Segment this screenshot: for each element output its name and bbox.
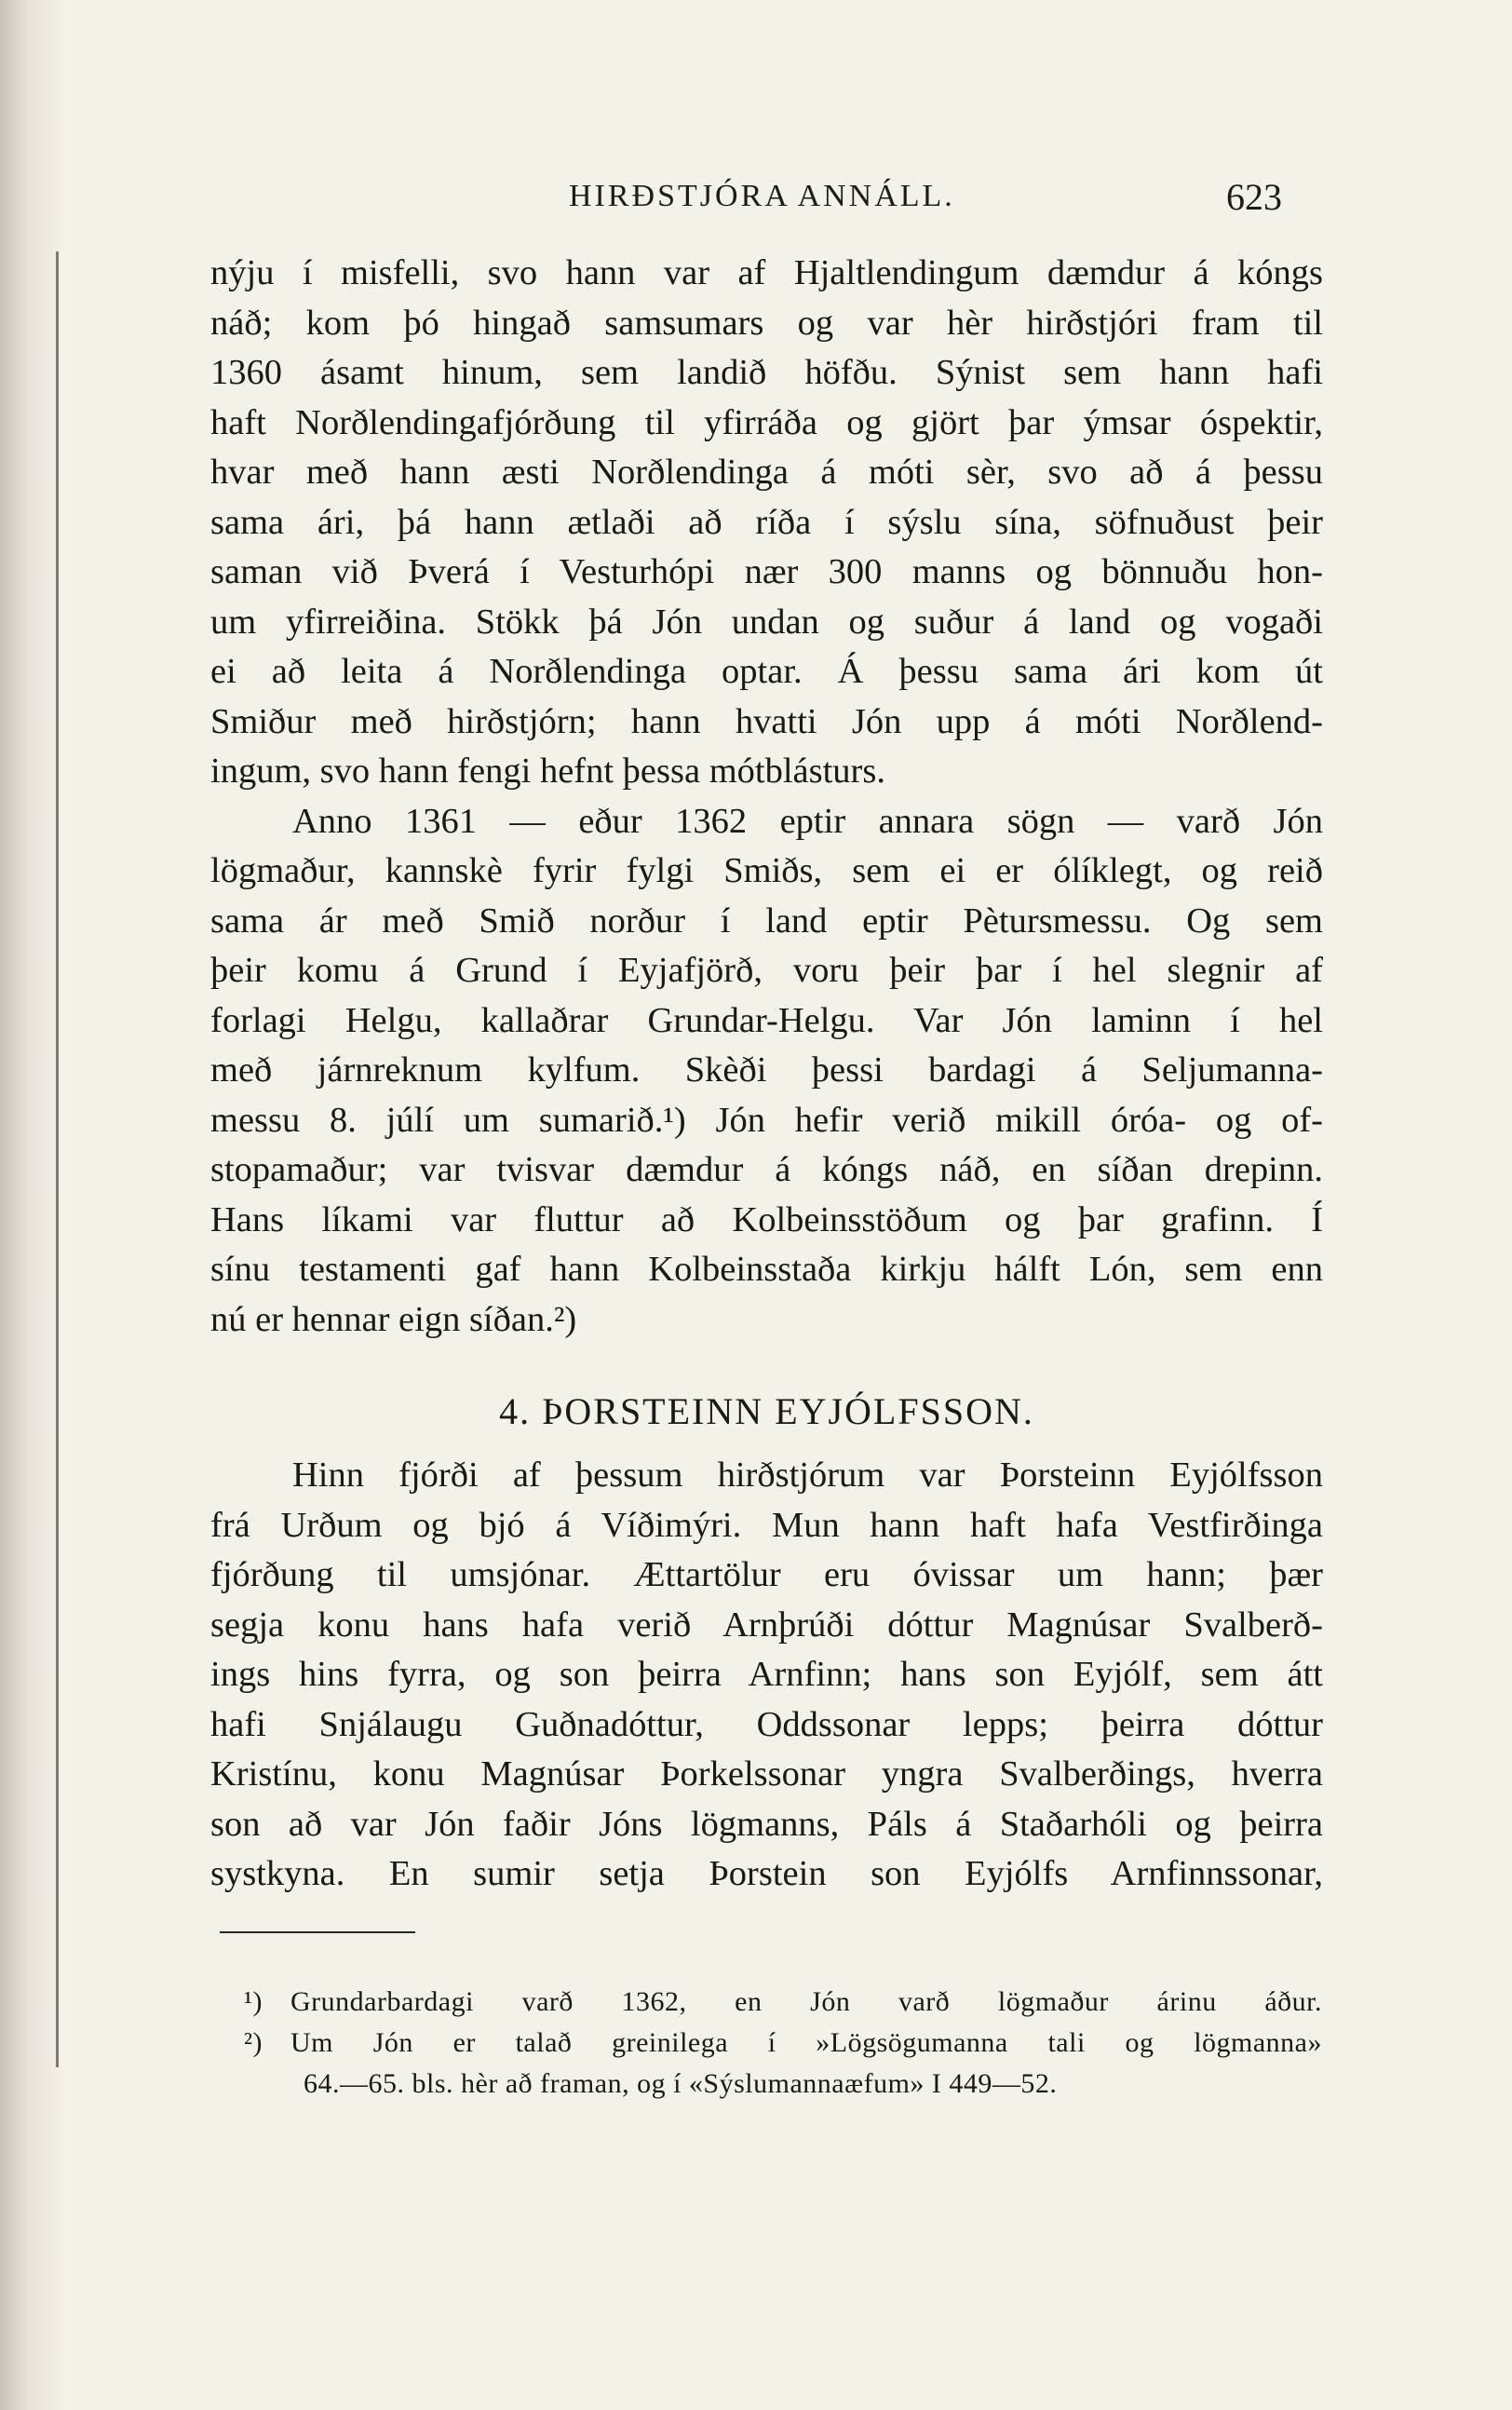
text-line: Hans líkami var fluttur að Kolbeinsstöðum og þar grafinn. Í <box>210 1199 1323 1239</box>
text-line: Hinn fjórði af þessum hirðstjórum var Þorsteinn Eyjólfsson <box>292 1455 1323 1495</box>
text-line: þeir komu á Grund í Eyjafjörð, voru þeir þar í hel slegnir af <box>210 951 1323 990</box>
gutter-line <box>56 251 59 2067</box>
footnote-text: Um Jón er talað greinilega í »Lögsögumanna tali og lögmanna» <box>290 2027 1322 2058</box>
page-number: 623 <box>1226 176 1282 218</box>
text-line: haft Norðlendingafjórðung til yfirráða og gjört þar ýmsar óspektir, <box>210 402 1323 442</box>
text-line: nú er hennar eign síðan.²) <box>210 1299 577 1339</box>
text-line: Anno 1361 — eður 1362 eptir annara sögn — varð Jón <box>292 801 1323 841</box>
running-head: HIRÐSTJÓRA ANNÁLL. <box>569 179 955 213</box>
footnote-continuation: 64.—65. bls. hèr að framan, og í «Sýslumannaæfum» I 449—52. <box>304 2068 1058 2099</box>
text-line: sama ári, þá hann ætlaði að ríða í sýslu sína, söfnuðust þeir <box>210 502 1323 542</box>
text-line: fjórðung til umsjónar. Ættartölur eru óvissar um hann; þær <box>210 1555 1323 1594</box>
text-line: sínu testamenti gaf hann Kolbeinsstaða kirkju hálft Lón, sem enn <box>210 1250 1323 1289</box>
text-line: Smiður með hirðstjórn; hann hvatti Jón upp á móti Norðlend- <box>210 701 1323 741</box>
text-line: ei að leita á Norðlendinga optar. Á þessu sama ári kom út <box>210 652 1323 691</box>
text-line: saman við Þverá í Vesturhópi nær 300 manns og bönnuðu hon- <box>210 552 1323 591</box>
text-line: um yfirreiðina. Stökk þá Jón undan og suður á land og vogaði <box>210 602 1323 642</box>
text-line: ings hins fyrra, og son þeirra Arnfinn; hans son Eyjólf, sem átt <box>210 1655 1323 1694</box>
text-line: með járnreknum kylfum. Skèði þessi bardagi á Seljumanna- <box>210 1050 1323 1090</box>
footnote-text: Grundarbardagi varð 1362, en Jón varð lögmaður árinu áður. <box>290 1986 1322 2017</box>
text-line: forlagi Helgu, kallaðrar Grundar-Helgu. Var Jón laminn í hel <box>210 1000 1323 1040</box>
text-line: frá Urðum og bjó á Víðimýri. Mun hann haft hafa Vestfirðinga <box>210 1505 1323 1545</box>
text-line: messu 8. júlí um sumarið.¹) Jón hefir verið mikill óróa- og of- <box>210 1100 1323 1140</box>
text-line: náð; kom þó hingað samsumars og var hèr hirðstjóri fram til <box>210 303 1323 343</box>
text-line: hvar með hann æsti Norðlendinga á móti sèr, svo að á þessu <box>210 453 1323 492</box>
footnote-mark: ¹) <box>244 1986 263 2017</box>
page-header <box>209 175 1327 222</box>
footnote <box>244 1982 1322 2023</box>
text-line: lögmaður, kannskè fyrir fylgi Smiðs, sem ei er ólíklegt, og reið <box>210 851 1323 890</box>
text-line: son að var Jón faðir Jóns lögmanns, Páls á Staðarhóli og þeirra <box>210 1804 1323 1844</box>
footnote-divider <box>220 1931 415 1933</box>
text-line: systkyna. En sumir setja Þorstein son Eyjólfs Arnfinnssonar, <box>210 1854 1323 1893</box>
text-line: sama ár með Smið norður í land eptir Pètursmessu. Og sem <box>210 900 1323 941</box>
footnote <box>244 2023 1322 2064</box>
section-title: 4. ÞORSTEINN EYJÓLFSSON. <box>499 1390 1034 1432</box>
text-line: nýju í misfelli, svo hann var af Hjaltlendingum dæmdur á kóngs <box>210 253 1323 292</box>
text-line: stopamaður; var tvisvar dæmdur á kóngs náð, en síðan drepinn. <box>210 1150 1323 1189</box>
section-text <box>210 1451 1323 1900</box>
text-line: 1360 ásamt hinum, sem landið höfðu. Sýnist sem hann hafi <box>210 353 1323 392</box>
footnote-mark: ²) <box>244 2027 263 2058</box>
text-line: segja konu hans hafa verið Arnþrúði dóttur Magnúsar Svalberð- <box>210 1604 1323 1645</box>
text-line: ingum, svo hann fengi hefnt þessa mótblásturs. <box>210 751 885 791</box>
text-line: Kristínu, konu Magnúsar Þorkelssonar yngra Svalberðings, hverra <box>210 1754 1323 1794</box>
footnotes <box>244 1982 1322 2105</box>
body-text <box>210 249 1323 1345</box>
text-line: hafi Snjálaugu Guðnadóttur, Oddssonar lepps; þeirra dóttur <box>210 1704 1323 1744</box>
